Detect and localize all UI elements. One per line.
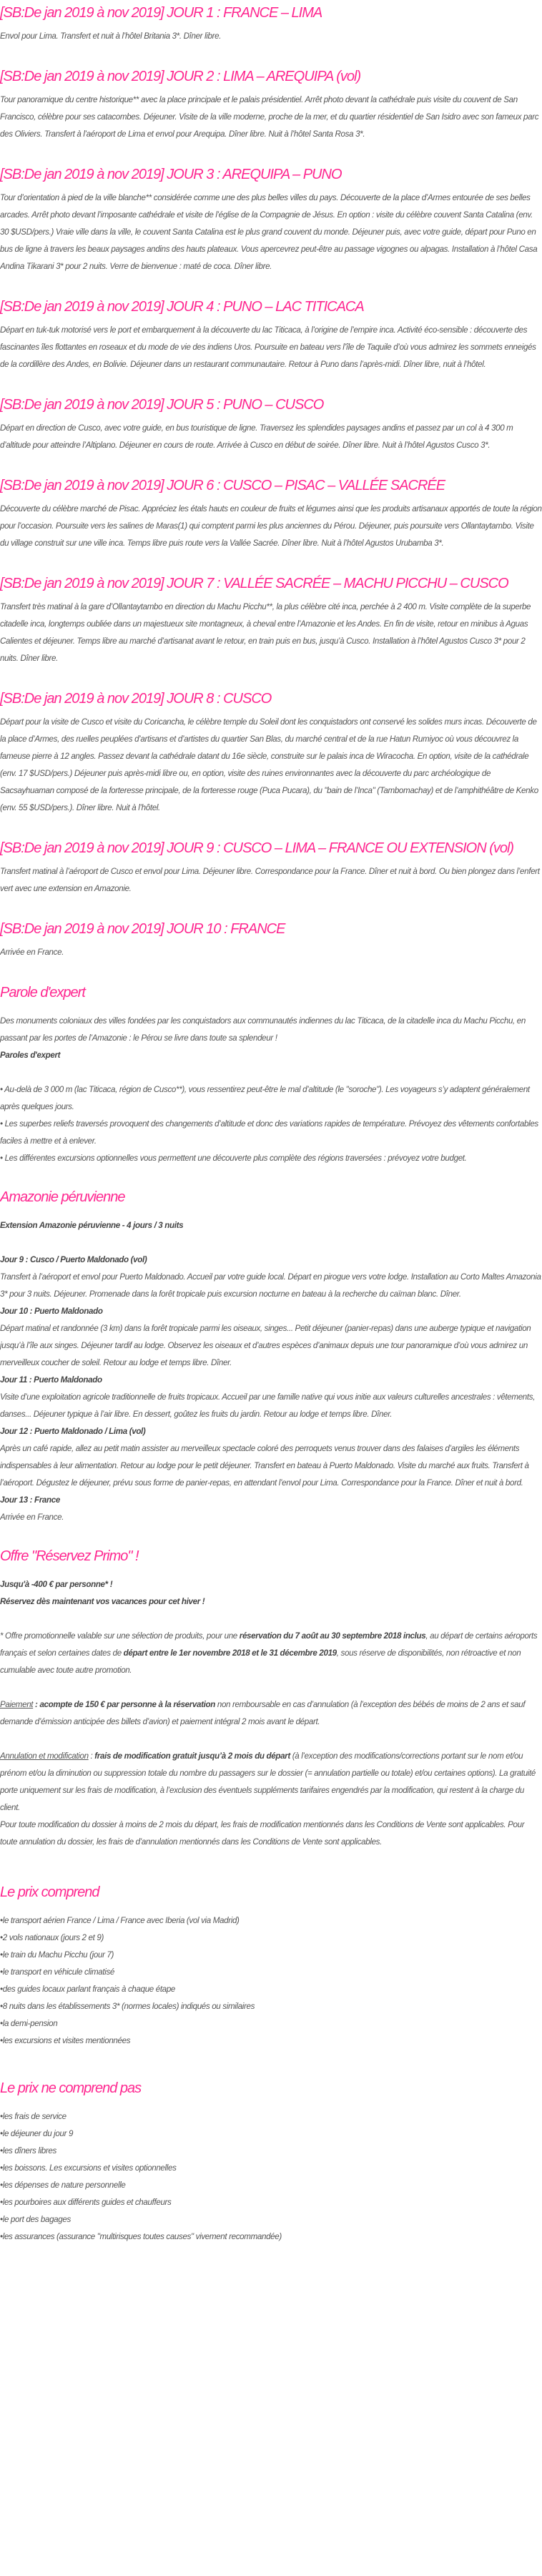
day-title: [SB:De jan 2019 à nov 2019] JOUR 8 : CUSCO xyxy=(0,691,272,707)
cancellation-terms xyxy=(0,1748,542,1817)
extension-day-title xyxy=(0,1252,542,1269)
excludes-section xyxy=(0,2078,542,2246)
expert-title: Parole d'expert xyxy=(0,985,85,1001)
extension-day-text: Après un café rapide, allez au petit matin assister au merveilleux spectacle coloré des perroquets venus trouver dans des falaises d’argiles les éléments indispensables à leur alimentation. Retour au lodge pour le petit déjeuner. Transfert en bateau à Puerto Maldonado. Visite du marché aux fruits. Transfert à l’aéroport. Dégustez le déjeuner, prévu sous forme de panier-repas, en attendant l’envol pour Lima. Correspondance pour la France. Dîner et nuit à bord. xyxy=(0,1444,529,1488)
extension-day-title-text: Jour 13 : France xyxy=(0,1495,60,1505)
list-item: • des guides locaux parlant français à chaque étape xyxy=(0,1981,542,1998)
expert-subtitle-text: Paroles d'expert xyxy=(0,1051,61,1060)
amazonie-subtitle xyxy=(0,1217,542,1234)
spacer xyxy=(0,1611,542,1628)
expert-bullet: • Les différentes excursions optionnelles vous permettent une découverte plus complète des régions traversées : prévoyez votre budget. xyxy=(0,1154,467,1163)
cancel-label: Annulation et modification xyxy=(0,1751,89,1761)
offer-footnote xyxy=(0,1628,542,1679)
includes-list xyxy=(0,1912,542,2050)
list-item: • les boissons. Les excursions et visites optionnelles xyxy=(0,2160,542,2177)
extension-day-title-text: Jour 12 : Puerto Maldonado / Lima (vol) xyxy=(0,1427,146,1436)
spacer xyxy=(0,1064,542,1081)
spacer xyxy=(0,1234,542,1252)
day-title: [SB:De jan 2019 à nov 2019] JOUR 7 : VALLÉE SACRÉE – MACHU PICCHU – CUSCO xyxy=(0,576,508,591)
day-title: [SB:De jan 2019 à nov 2019] JOUR 2 : LIMA – AREQUIPA (vol) xyxy=(0,69,361,84)
list-item: • les excursions et visites mentionnées xyxy=(0,2032,542,2050)
day-title: [SB:De jan 2019 à nov 2019] JOUR 3 : AREQUIPA – PUNO xyxy=(0,167,342,182)
cancellation-terms-2: Pour toute modification du dossier à moins de 2 mois du départ, les frais de modification mentionnés dans les Conditions de Vente sont applicables. Pour toute annulation du dossier, les frais de d’annulation mentionnés dans les Conditions de Vente sont applicables. xyxy=(0,1820,525,1847)
day-list xyxy=(0,3,542,961)
day-title: [SB:De jan 2019 à nov 2019] JOUR 10 : FRANCE xyxy=(0,921,285,937)
extension-day-title-text: Jour 9 : Cusco / Puerto Maldonado (vol) xyxy=(0,1255,147,1264)
spacer xyxy=(0,1679,542,1696)
day-text: Départ en direction de Cusco, avec votre guide, en bus touristique de ligne. Traversez les splendides paysages andins et passez par un col à 4 300 m d’altitude pour atteindre l’Altiplano. Déjeuner en cours de route. Arrivée à Cusco en début de soirée. Dîner libre. Nuit à l’hôtel Agustos Cusco 3*. xyxy=(0,423,513,450)
extension-day-text: Départ matinal et randonnée (3 km) dans la forêt tropicale parmi les oiseaux, singes... Petit déjeuner (panier-repas) dans une auberge typique et navigation jusqu’à l’île aux singes. Déjeuner tardif au lodge. Observez les oiseaux et d’autres espèces d’animaux depuis une tour panoramique d’où vous admirez un merveilleux coucher de soleil. Retour au lodge et temps libre. Dîner. xyxy=(0,1324,531,1367)
excludes-title: Le prix ne comprend pas xyxy=(0,2080,142,2096)
day-text: Départ en tuk-tuk motorisé vers le port et embarquement à la découverte du lac Titicaca, à l’origine de l’empire inca. Activité éco-sensible : découverte des fascinantes îles flottantes en roseaux et du mode de vie des indiens Uros. Poursuite en bateau vers l’île de Taquile d’où vous admirez les sommets enneigés de la cordillère des Andes, en Bolivie. Déjeuner dans un restaurant communautaire. Retour à Puno dans l’après-midi. Dîner libre, nuit à l’hôtel. xyxy=(0,325,536,369)
extension-day-text: Transfert à l’aéroport et envol pour Puerto Maldonado. Accueil par votre guide local. Départ en pirogue vers votre lodge. Installation au Corto Maltes Amazonia 3* pour 3 nuits. Déjeuner. Promenade dans la forêt tropicale puis excursion nocturne en bateau à la recherche du caïman blanc. Dîner. xyxy=(0,1272,541,1299)
list-item: • le déjeuner du jour 9 xyxy=(0,2125,542,2143)
expert-subtitle xyxy=(0,1047,542,1064)
offer-cta-text: Réservez dès maintenant vos vacances pour cet hiver ! xyxy=(0,1597,205,1606)
day-section xyxy=(0,476,542,552)
extension-day-title-text: Jour 11 : Puerto Maldonado xyxy=(0,1375,102,1385)
day-text: Découverte du célèbre marché de Pisac. Appréciez les étals hauts en couleur de fruits et légumes ainsi que les produits artisanaux apportés de toute la région pour l’occasion. Poursuite vers les salines de Maras(1) qui comptent parmi les plus anciennes du Pérou. Déjeuner, puis poursuite vers Ollantaytambo. Visite du village construit sur une ville inca. Temps libre puis route vers la Vallée Sacrée. Dîner libre. Nuit à l’hôtel Agustos Urubamba 3*. xyxy=(0,504,542,548)
day-title: [SB:De jan 2019 à nov 2019] JOUR 9 : CUSCO – LIMA – FRANCE OU EXTENSION (vol) xyxy=(0,840,514,856)
expert-section xyxy=(0,983,542,1167)
payment-terms xyxy=(0,1696,542,1731)
day-title: [SB:De jan 2019 à nov 2019] JOUR 6 : CUSCO – PISAC – VALLÉE SACRÉE xyxy=(0,478,445,493)
day-section xyxy=(0,838,542,898)
list-item: • la demi-pension xyxy=(0,2015,542,2032)
day-text: Transfert très matinal à la gare d’Ollantaytambo en direction du Machu Picchu**, la plus célèbre cité inca, perchée à 2 400 m. Visite complète de la superbe citadelle inca, longtemps oubliée dans un majestueux site montagneux, à cheval entre l’Amazonie et les Andes. En fin de visite, retour en minibus à Aguas Calientes et déjeuner. Temps libre au marché d’artisanat avant le retour, en train puis en bus, jusqu’à Cusco. Installation à l’hôtel Agustos Cusco 3* pour 2 nuits. Dîner libre. xyxy=(0,602,531,663)
list-item: • 2 vols nationaux (jours 2 et 9) xyxy=(0,1929,542,1947)
offer-section xyxy=(0,1546,542,1851)
amazonie-subtitle-text: Extension Amazonie péruvienne - 4 jours / 3 nuits xyxy=(0,1221,184,1230)
footnote-part: , sous réserve de disponibilités, non rétroactive et non cumulable avec toute autre promotion. xyxy=(0,1648,521,1675)
expert-intro: Des monuments coloniaux des villes fondées par les conquistadors aux communautés indiennes du lac Titicaca, de la citadelle inca du Machu Picchu, en passant par les portes de l’Amazonie : le Pérou se livre dans toute sa splendeur ! xyxy=(0,1016,526,1043)
list-item: • le transport aérien France / Lima / France avec Iberia (vol via Madrid) xyxy=(0,1912,542,1929)
cancel-text: (à l’exception des modifications/corrections portant sur le nom et/ou prénom et/ou la diminution ou suppression totale du nombre du passagers sur le dossier (= annulation partielle ou totale) et/ou certaines options). La gratuité porte uniquement sur les frais de modification, à l’exclusion des éventuels suppléments tarifaires engendrés par la modification, qui restent à la charge du client. xyxy=(0,1751,536,1812)
offer-title: Offre "Réservez Primo" ! xyxy=(0,1548,139,1564)
day-text: Arrivée en France. xyxy=(0,948,64,957)
footnote-part: , au départ de certains aéroports français et selon certaines dates de xyxy=(0,1631,538,1658)
offer-cta xyxy=(0,1593,542,1611)
day-title: [SB:De jan 2019 à nov 2019] JOUR 1 : FRANCE – LIMA xyxy=(0,5,322,21)
expert-bullet: • Les superbes reliefs traversés provoquent des changements d’altitude et donc des variations rapides de température. Prévoyez des vêtements confortables faciles à mettre et à enlever. xyxy=(0,1119,538,1146)
footnote-booking-dates: réservation du 7 août au 30 septembre 2018 inclus xyxy=(239,1631,426,1641)
day-title: [SB:De jan 2019 à nov 2019] JOUR 5 : PUNO – CUSCO xyxy=(0,397,324,413)
amazonie-title: Amazonie péruvienne xyxy=(0,1189,125,1205)
list-item: • les assurances (assurance "multirisques toutes causes" vivement recommandée) xyxy=(0,2228,542,2246)
extension-day-title xyxy=(0,1423,542,1440)
expert-bullet: • Au-delà de 3 000 m (lac Titicaca, région de Cusco**), vous ressentirez peut-être le mal d’altitude (le "soroche"). Les voyageurs s’y adaptent généralement après quelques jours. xyxy=(0,1085,530,1111)
list-item: • le train du Machu Picchu (jour 7) xyxy=(0,1947,542,1964)
day-text: Tour d’orientation à pied de la ville blanche** considérée comme une des plus belles villes du pays. Découverte de la place d’Armes entourée de ses belles arcades. Arrêt photo devant l’imposante cathédrale et visite de l’église de la Compagnie de Jésus. En option : visite du célèbre couvent Santa Catalina (env. 30 $USD/pers.) Vraie ville dans la ville, le couvent Santa Catalina est le plus grand couvent du monde. Déjeuner puis, avec votre guide, départ pour Puno en bus de ligne à travers les beaux paysages andins des hauts plateaux. Vous apercevrez peut-être au passage vigognes ou alpagas. Installation à l’hôtel Casa Andina Tikarani 3* pour 2 nuits. Verre de bienvenue : maté de coca. Dîner libre. xyxy=(0,193,538,271)
day-section xyxy=(0,67,542,143)
list-item: • les pourboires aux différents guides et chauffeurs xyxy=(0,2194,542,2211)
list-item: • les dîners libres xyxy=(0,2143,542,2160)
excludes-list xyxy=(0,2108,542,2246)
payment-text: non remboursable en cas d’annulation (à l’exception des bébés de moins de 2 ans et sauf demande d’émission anticipée des billets d’avion) et paiement intégral 2 mois avant le départ. xyxy=(0,1700,526,1726)
extension-day-text: Visite d’une exploitation agricole traditionnelle de fruits tropicaux. Accueil par une famille native qui vous initie aux valeurs culturelles ancestrales : vêtements, danses... Déjeuner typique à l’air libre. En dessert, goûtez les fruits du jardin. Retour au lodge et temps libre. Dîner. xyxy=(0,1392,536,1419)
list-item: • 8 nuits dans les établissements 3* (normes locales) indiqués ou similaires xyxy=(0,1998,542,2015)
day-text: Tour panoramique du centre historique** avec la place principale et le palais présidentiel. Arrêt photo devant la cathédrale puis visite du couvent de San Francisco, célèbre pour ses catacombes. Déjeuner. Visite de la ville moderne, proche de la mer, et du quartier résidentiel de San Isidro avec son fameux parc des Oliviers. Transfert à l’aéroport de Lima et envol pour Arequipa. Dîner libre. Nuit à l’hôtel Santa Rosa 3*. xyxy=(0,95,539,139)
payment-label: Paiement xyxy=(0,1700,34,1709)
day-section xyxy=(0,164,542,275)
extension-day-title-text: Jour 10 : Puerto Maldonado xyxy=(0,1307,103,1316)
cancel-free-modification: frais de modification gratuit jusqu’à 2 mois du départ xyxy=(94,1751,290,1761)
list-item: • les dépenses de nature personnelle xyxy=(0,2177,542,2194)
day-text: Transfert matinal à l’aéroport de Cusco et envol pour Lima. Déjeuner libre. Correspondance pour la France. Dîner et nuit à bord. Ou bien plongez dans l’enfert vert avec une extension en Amazonie. xyxy=(0,867,540,893)
offer-discount-text: Jusqu'à -400 € par personne* ! xyxy=(0,1580,113,1589)
payment-sep: : xyxy=(33,1700,40,1709)
day-section xyxy=(0,574,542,667)
day-text: Envol pour Lima. Transfert et nuit à l’hôtel Britania 3*. Dîner libre. xyxy=(0,31,222,41)
day-section xyxy=(0,3,542,45)
cancel-sep: : xyxy=(88,1751,95,1761)
day-section xyxy=(0,297,542,373)
amazonie-section xyxy=(0,1187,542,1526)
list-item: • le port des bagages xyxy=(0,2211,542,2228)
includes-section xyxy=(0,1882,542,2050)
day-section xyxy=(0,689,542,817)
footnote-part: * Offre promotionnelle valable sur une sélection de produits, pour une xyxy=(0,1631,240,1641)
footnote-departure-dates: départ entre le 1er novembre 2018 et le 31 décembre 2019 xyxy=(123,1648,337,1658)
extension-day-title xyxy=(0,1372,542,1389)
offer-discount xyxy=(0,1576,542,1593)
list-item: • le transport en véhicule climatisé xyxy=(0,1964,542,1981)
spacer xyxy=(0,1731,542,1748)
includes-title: Le prix comprend xyxy=(0,1884,99,1900)
extension-day-title xyxy=(0,1303,542,1320)
day-title: [SB:De jan 2019 à nov 2019] JOUR 4 : PUNO – LAC TITICACA xyxy=(0,299,364,315)
payment-deposit: acompte de 150 € par personne à la réservation xyxy=(39,1700,215,1709)
extension-day-title xyxy=(0,1492,542,1509)
day-text: Départ pour la visite de Cusco et visite du Coricancha, le célèbre temple du Soleil dont les conquistadors ont conservé les solides murs incas. Découverte de la place d’Armes, des ruelles peuplées d’artisans et d’artistes du quartier San Blas, du marché central et de la rue Hatun Rumiyoc où vous découvrez la fameuse pierre à 12 angles. Passez devant la cathédrale datant du 16e siècle, construite sur le palais inca de Wiracocha. En option, visite de la cathédrale (env. 17 $USD/pers.) Déjeuner puis après-midi libre ou, en option, visite des ruines environnantes avec la découverte du parc archéologique de Sacsayhuaman composé de la forteresse principale, de la forteresse rouge (Puca Pucara), du "bain de l’Inca" (Tambomachay) et de l’amphithéâtre de Kenko (env. 55 $USD/pers.). Dîner libre. Nuit à l’hôtel. xyxy=(0,717,538,812)
list-item: • les frais de service xyxy=(0,2108,542,2125)
extension-day-text: Arrivée en France. xyxy=(0,1513,64,1522)
day-section xyxy=(0,395,542,454)
day-section xyxy=(0,919,542,961)
